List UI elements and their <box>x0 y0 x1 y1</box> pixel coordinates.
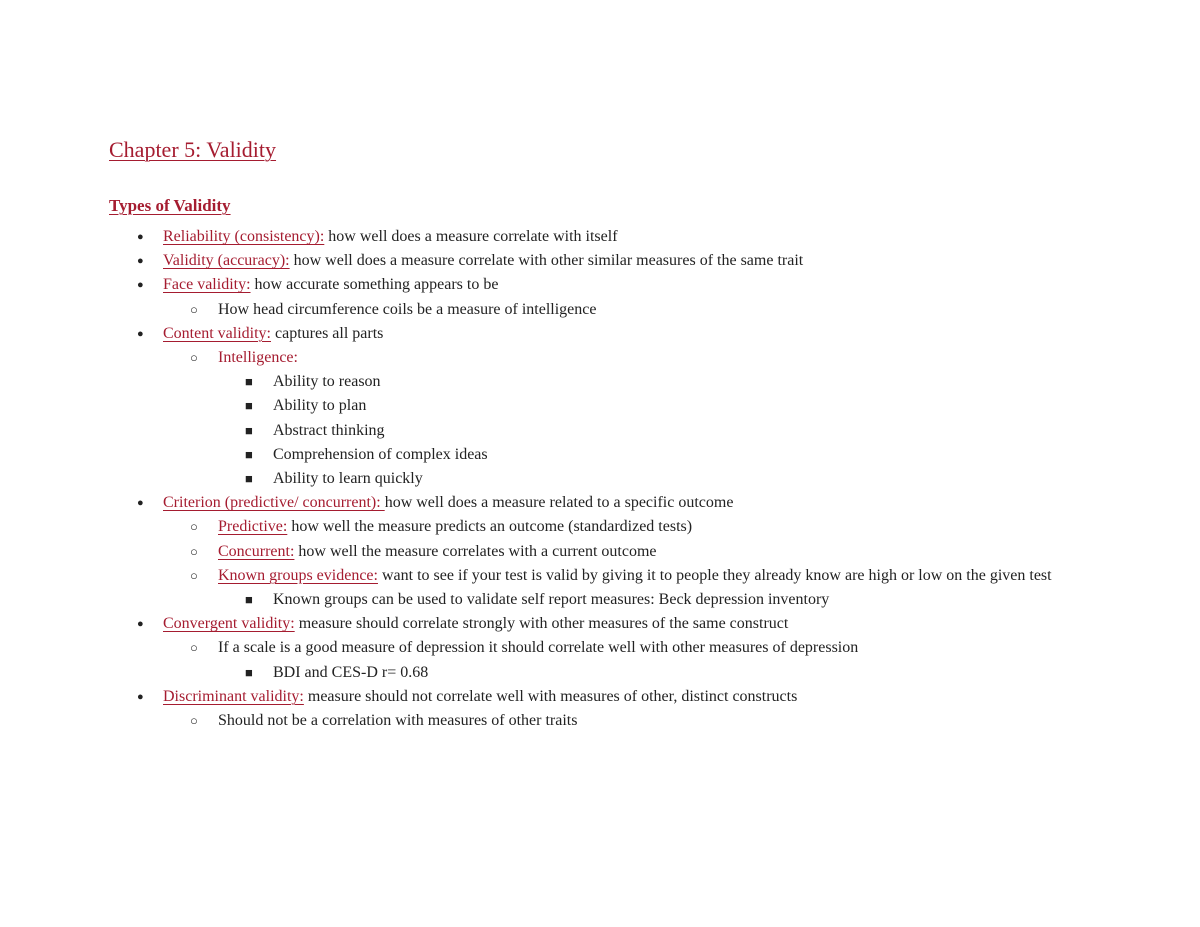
filled-circle-bullet-icon: ● <box>137 497 144 510</box>
definition-text: measure should not correlate well with measures of other, distinct constructs <box>303 687 798 705</box>
filled-circle-bullet-icon: ● <box>137 618 144 631</box>
hollow-circle-bullet-icon: ○ <box>190 350 198 366</box>
item-text: Abstract thinking <box>273 421 385 439</box>
item-text: Ability to reason <box>273 373 381 391</box>
term-label: Content validity: <box>163 324 271 342</box>
list-item-bdi-cesd <box>0 661 1200 685</box>
square-bullet-icon: ■ <box>245 446 253 462</box>
filled-circle-bullet-icon: ● <box>137 327 144 340</box>
term-label: Criterion (predictive/ concurrent): <box>163 494 385 512</box>
hollow-circle-bullet-icon: ○ <box>190 567 198 583</box>
item-text: BDI and CES-D r= 0.68 <box>273 663 429 681</box>
term-label: Convergent validity: <box>163 615 295 633</box>
term-label: Face validity: <box>163 276 251 294</box>
hollow-circle-bullet-icon: ○ <box>190 713 198 729</box>
square-bullet-icon: ■ <box>245 398 253 414</box>
filled-circle-bullet-icon: ● <box>137 279 144 292</box>
term-label: Reliability (consistency): <box>163 228 325 245</box>
term-label: Discriminant validity: <box>163 687 304 705</box>
list-item-complex-ideas <box>0 443 1200 467</box>
list-item-intelligence <box>0 346 1108 370</box>
square-bullet-icon: ■ <box>245 374 253 390</box>
item-text: Known groups can be used to validate self report measures: Beck depression inventory <box>273 591 830 609</box>
list-item-validity <box>0 249 1200 273</box>
chapter-title: Chapter 5: Validity <box>109 137 277 162</box>
definition-text: how well the measure predicts an outcome (standardized tests) <box>287 518 693 536</box>
term-label: Known groups evidence: <box>218 566 378 584</box>
list-item-other-traits <box>0 709 1108 733</box>
term-label: Validity (accuracy): <box>163 252 290 270</box>
item-text: Should not be a correlation with measures of other traits <box>218 712 578 730</box>
definition-text: measure should correlate strongly with other measures of the same construct <box>294 615 789 633</box>
hollow-circle-bullet-icon: ○ <box>190 640 198 656</box>
section-heading: Types of Validity <box>109 196 231 215</box>
definition-text: want to see if your test is valid by giving it to people they already know are high or low on the given test <box>377 566 1052 584</box>
hollow-circle-bullet-icon: ○ <box>190 301 198 317</box>
list-item-reliability <box>0 225 1200 249</box>
validity-outline <box>0 225 1200 733</box>
term-label: Intelligence: <box>218 349 298 367</box>
list-item-face-validity <box>0 273 1200 297</box>
list-item-criterion <box>0 491 1200 515</box>
definition-text: how well does a measure correlate with other similar measures of the same trait <box>289 252 804 270</box>
square-bullet-icon: ■ <box>245 592 253 608</box>
definition-text: how well the measure correlates with a current outcome <box>294 542 657 560</box>
filled-circle-bullet-icon: ● <box>137 255 144 268</box>
term-label: Predictive: <box>218 518 288 536</box>
list-item-content-validity <box>0 322 1200 346</box>
list-item-abstract-thinking <box>0 419 1200 443</box>
filled-circle-bullet-icon: ● <box>137 231 144 243</box>
list-item-head-circumference <box>0 298 1108 322</box>
term-label: Concurrent: <box>218 542 295 560</box>
definition-text: how well does a measure related to a specific outcome <box>384 494 734 512</box>
list-item-known-groups-note <box>0 588 1200 612</box>
list-item-predictive <box>0 515 1108 539</box>
definition-text: how well does a measure correlate with itself <box>324 228 618 245</box>
list-item-known-groups-evidence <box>0 564 1108 588</box>
item-text: How head circumference coils be a measure of intelligence <box>218 300 597 318</box>
item-text: Ability to plan <box>273 397 367 415</box>
list-item-reason <box>0 370 1200 394</box>
list-item-convergent-validity <box>0 612 1200 636</box>
square-bullet-icon: ■ <box>245 664 253 680</box>
list-item-depression-scale <box>0 636 1108 660</box>
definition-text: captures all parts <box>271 324 384 342</box>
list-item-discriminant-validity <box>0 685 1200 709</box>
square-bullet-icon: ■ <box>245 471 253 487</box>
hollow-circle-bullet-icon: ○ <box>190 519 198 535</box>
list-item-learn-quickly <box>0 467 1200 491</box>
hollow-circle-bullet-icon: ○ <box>190 543 198 559</box>
item-text: Ability to learn quickly <box>273 470 423 488</box>
item-text: Comprehension of complex ideas <box>273 445 488 463</box>
list-item-plan <box>0 394 1200 418</box>
list-item-concurrent <box>0 540 1108 564</box>
item-text: If a scale is a good measure of depression it should correlate well with other measures of depression <box>218 639 859 657</box>
filled-circle-bullet-icon: ● <box>137 690 144 703</box>
square-bullet-icon: ■ <box>245 422 253 438</box>
definition-text: how accurate something appears to be <box>250 276 499 294</box>
